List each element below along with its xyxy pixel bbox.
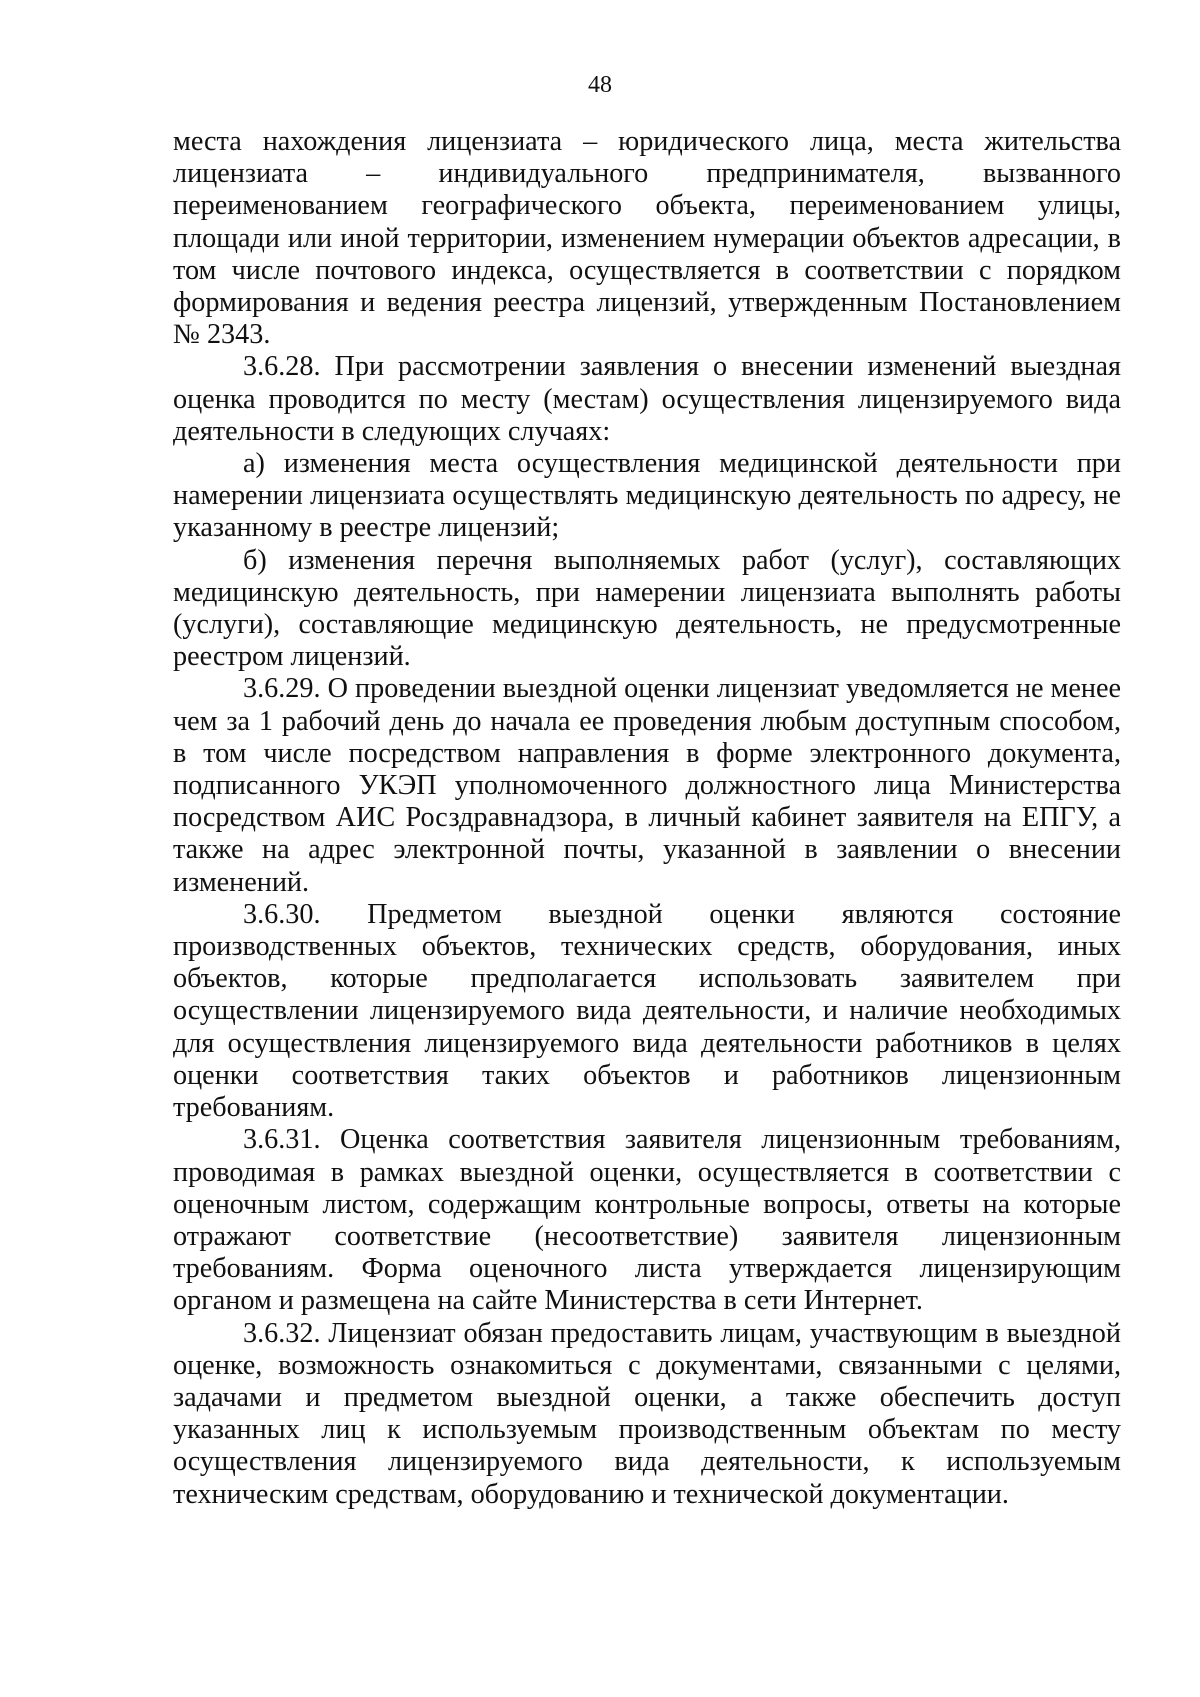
paragraph-continuation: места нахождения лицензиата – юридического лица, места жительства лицензиата – индивидуального предпринимателя, вызванного переименованием географического объекта, переименованием улицы, площади или иной территории, изменением нумерации объектов адресации, в том числе почтового индекса, осуществляется в соответствии с порядком формирования и ведения реестра лицензий, утвержденным Постановлением № 2343. xyxy=(173,126,1121,351)
paragraph-3-6-30: 3.6.30. Предметом выездной оценки являются состояние производственных объектов, технических средств, оборудования, иных объектов, которые предполагается использовать заявителем при осуществлении лицензируемого вида деятельности, и наличие необходимых для осуществления лицензируемого вида деятельности работников в целях оценки соответствия таких объектов и работников лицензионным требованиям. xyxy=(173,898,1121,1124)
paragraph-3-6-29: 3.6.29. О проведении выездной оценки лицензиат уведомляется не менее чем за 1 рабочий день до начала ее проведения любым доступным способом, в том числе посредством направления в форме электронного документа, подписанного УКЭП уполномоченного должностного лица Министерства посредством АИС Росздравнадзора, в личный кабинет заявителя на ЕПГУ, а также на адрес электронной почты, указанной в заявлении о внесении изменений. xyxy=(173,673,1121,898)
paragraph-3-6-31: 3.6.31. Оценка соответствия заявителя лицензионным требованиям, проводимая в рамках выездной оценки, осуществляется в соответствии с оценочным листом, содержащим контрольные вопросы, ответы на которые отражают соответствие (несоответствие) заявителя лицензионным требованиям. Форма оценочного листа утверждается лицензирующим органом и размещена на сайте Министерства в сети Интернет. xyxy=(173,1124,1121,1317)
paragraph-3-6-32: 3.6.32. Лицензиат обязан предоставить лицам, участвующим в выездной оценке, возможность ознакомиться с документами, связанными с целями, задачами и предметом выездной оценки, а также обеспечить доступ указанных лиц к используемым производственным объектам по месту осуществления лицензируемого вида деятельности, к используемым техническим средствам, оборудованию и технической документации. xyxy=(173,1317,1121,1510)
document-body xyxy=(173,126,1121,1511)
paragraph-item-a: а) изменения места осуществления медицинской деятельности при намерении лицензиата осуществлять медицинскую деятельность по адресу, не указанному в реестре лицензий; xyxy=(173,448,1121,544)
page-number: 48 xyxy=(588,72,612,98)
paragraph-item-b: б) изменения перечня выполняемых работ (услуг), составляющих медицинскую деятельность, при намерении лицензиата выполнять работы (услуги), составляющие медицинскую деятельность, не предусмотренные реестром лицензий. xyxy=(173,544,1121,673)
paragraph-3-6-28: 3.6.28. При рассмотрении заявления о внесении изменений выездная оценка проводится по месту (местам) осуществления лицензируемого вида деятельности в следующих случаях: xyxy=(173,351,1121,447)
